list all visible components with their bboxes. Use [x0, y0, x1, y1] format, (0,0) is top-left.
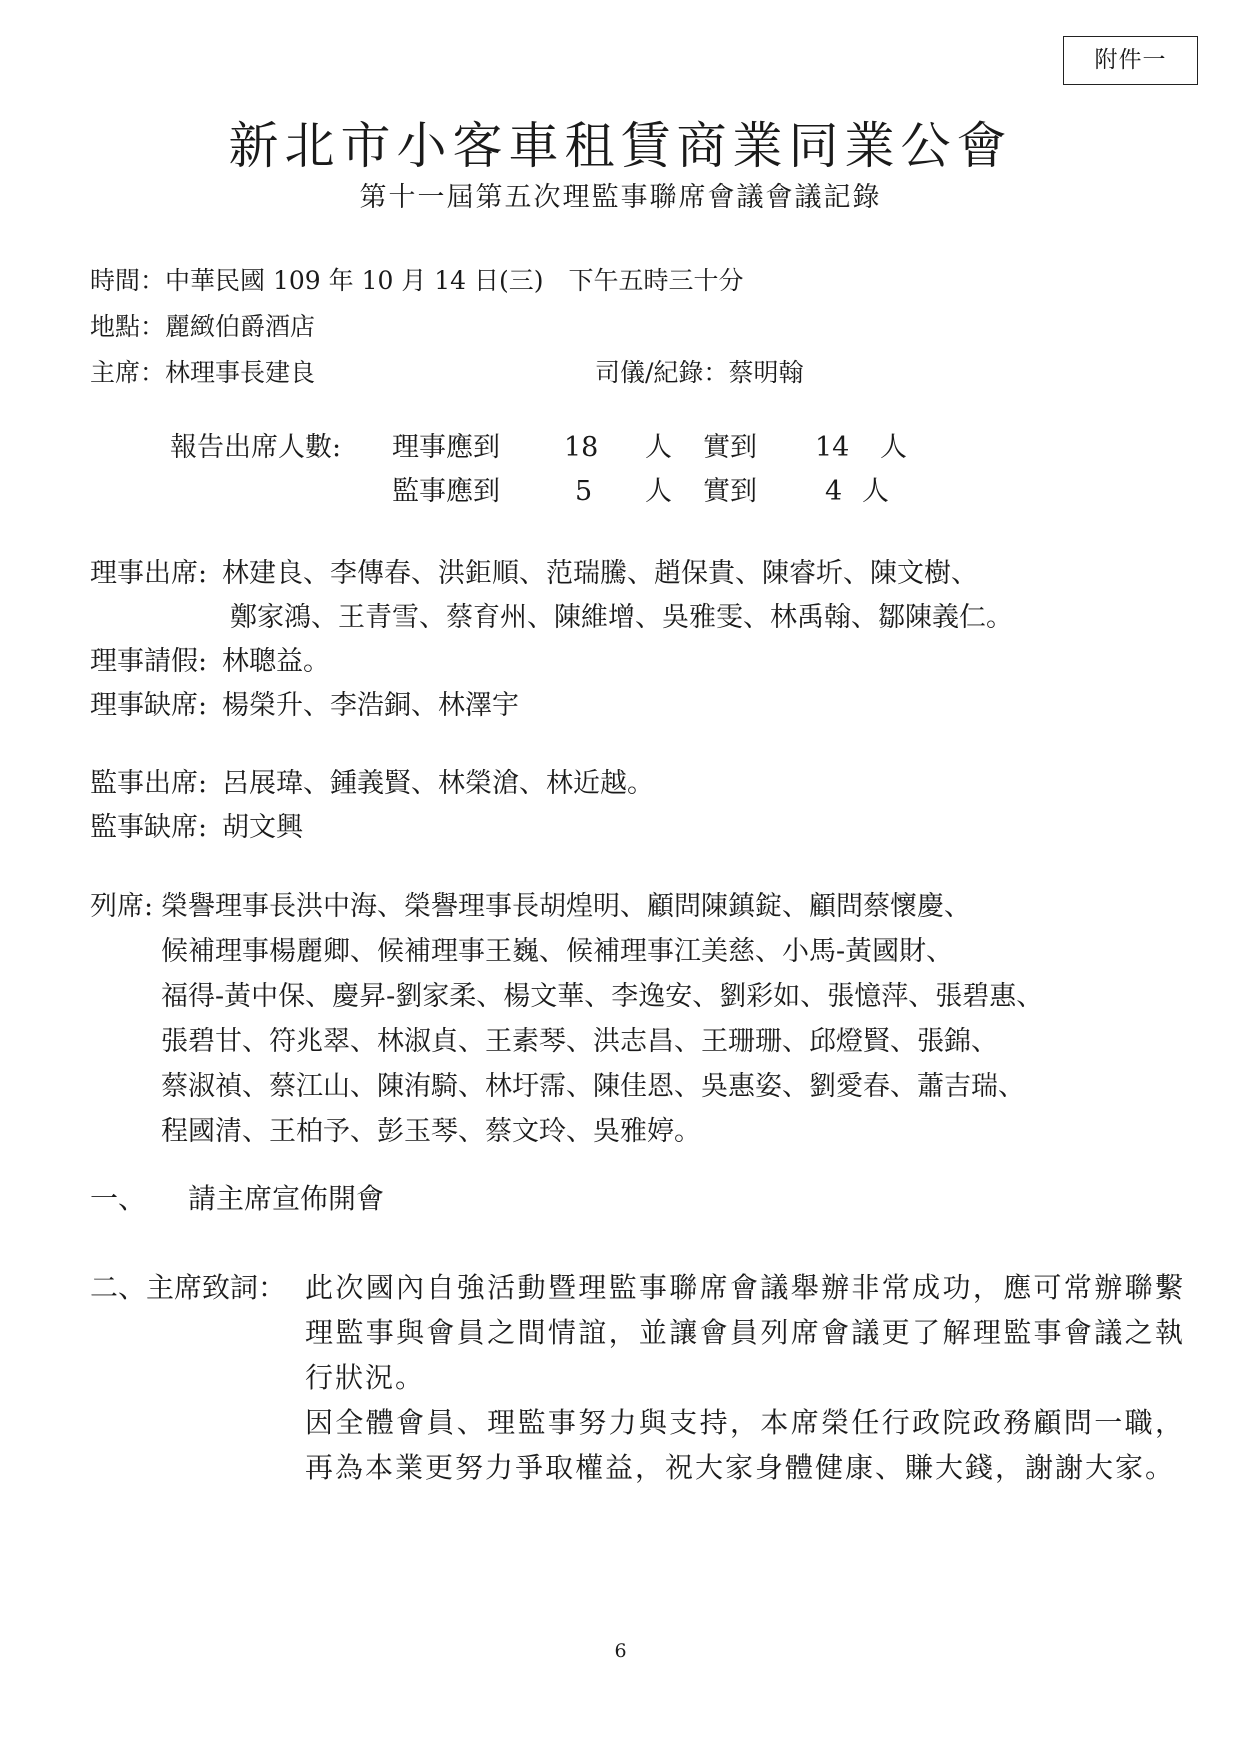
- directors-actual-label: 實到: [703, 432, 757, 463]
- document-subtitle: 第十一屆第五次理監事聯席會議會議記錄: [359, 182, 882, 213]
- recorder-value: 蔡明翰: [728, 358, 804, 387]
- agenda-item-2-label: 二、主席致詞：: [90, 1271, 287, 1304]
- chair-speech-paragraph-2: 因全體會員、理監事努力與支持，本席榮任行政院政務顧問一職，再為本業更努力爭取權益，祝大家身體健康、賺大錢，謝謝大家。: [305, 1406, 1185, 1484]
- directors-expected-count: 18: [564, 432, 599, 463]
- supervisors-absent-names: 胡文興: [222, 812, 303, 843]
- directors-absent-label: 理事缺席:: [90, 690, 208, 721]
- agenda-item-1: [90, 1176, 385, 1221]
- document-title: 新北市小客車租賃商業同業公會: [228, 117, 1013, 175]
- directors-present-line1: 林建良、李傳春、洪鉅順、范瑞騰、趙保貴、陳睿圻、陳文樹、: [222, 558, 978, 589]
- chair-value: 林理事長建良: [165, 358, 316, 387]
- observers-line: 蔡淑禎、蔡江山、陳洧騎、林圩霈、陳佳恩、吳惠姿、劉愛春、蕭吉瑞、: [161, 1071, 1025, 1102]
- supervisors-expected-count: 5: [575, 476, 593, 507]
- meeting-time: [90, 264, 744, 298]
- directors-present-label: 理事出席:: [90, 558, 208, 589]
- directors-actual-count: 14: [815, 432, 850, 463]
- directors-expected-label: 理事應到: [392, 432, 500, 463]
- observers-line: 福得-黃中保、慶昇-劉家柔、楊文華、李逸安、劉彩如、張憶萍、張碧惠、: [161, 981, 1044, 1012]
- time-value: 中華民國 109 年 10 月 14 日(三) 下午五時三十分: [165, 266, 744, 295]
- chair-speech: [305, 1265, 1185, 1490]
- observers-line: 榮譽理事長洪中海、榮譽理事長胡煌明、顧問陳鎮錠、顧問蔡懷慶、: [161, 891, 971, 922]
- chair-speech-paragraph-1: 此次國內自強活動暨理監事聯席會議舉辦非常成功，應可常辦聯繫理監事與會員之間情誼，並讓會員列席會議更了解理監事會議之執行狀況。: [305, 1271, 1185, 1394]
- directors-absent-names: 楊榮升、李浩銅、林澤宇: [222, 690, 519, 721]
- meeting-chair: [90, 356, 315, 390]
- directors-expected-unit: 人: [645, 432, 672, 463]
- chair-label: 主席：: [90, 358, 166, 387]
- supervisors-actual-unit: 人: [862, 476, 889, 507]
- supervisors-actual-label: 實到: [703, 476, 757, 507]
- observers-line: 程國清、王柏予、彭玉琴、蔡文玲、吳雅婷。: [161, 1116, 701, 1147]
- observers-line: 候補理事楊麗卿、候補理事王巍、候補理事江美慈、小馬-黃國財、: [161, 936, 954, 967]
- place-label: 地點：: [90, 312, 166, 341]
- observers-label: 列席:: [90, 891, 154, 922]
- agenda-item-1-number: 一、: [90, 1182, 147, 1215]
- directors-present-line2: 鄭家鴻、王青雪、蔡育州、陳維增、吳雅雯、林禹翰、鄒陳義仁。: [230, 602, 1013, 633]
- place-value: 麗緻伯爵酒店: [165, 312, 316, 341]
- supervisors-absent-label: 監事缺席:: [90, 812, 208, 843]
- meeting-place: [90, 310, 315, 344]
- supervisors-actual-count: 4: [825, 476, 843, 507]
- attendance-report-label: 報告出席人數:: [170, 432, 342, 463]
- directors-leave-label: 理事請假:: [90, 646, 208, 677]
- agenda-item-1-text: 請主席宣佈開會: [188, 1182, 385, 1215]
- time-label: 時間：: [90, 266, 166, 295]
- attachment-label: 附件一: [1063, 36, 1198, 85]
- supervisors-expected-label: 監事應到: [392, 476, 500, 507]
- supervisors-present-names: 呂展瑋、鍾義賢、林榮滄、林近越。: [222, 768, 654, 799]
- supervisors-present-label: 監事出席:: [90, 768, 208, 799]
- directors-actual-unit: 人: [880, 432, 907, 463]
- page-number: 6: [614, 1640, 627, 1662]
- recorder-label: 司儀/紀錄：: [595, 358, 729, 387]
- meeting-recorder: [595, 356, 803, 390]
- directors-leave-names: 林聰益。: [222, 646, 330, 677]
- observers-line: 張碧甘、符兆翠、林淑貞、王素琴、洪志昌、王珊珊、邱燈賢、張錦、: [161, 1026, 998, 1057]
- supervisors-expected-unit: 人: [645, 476, 672, 507]
